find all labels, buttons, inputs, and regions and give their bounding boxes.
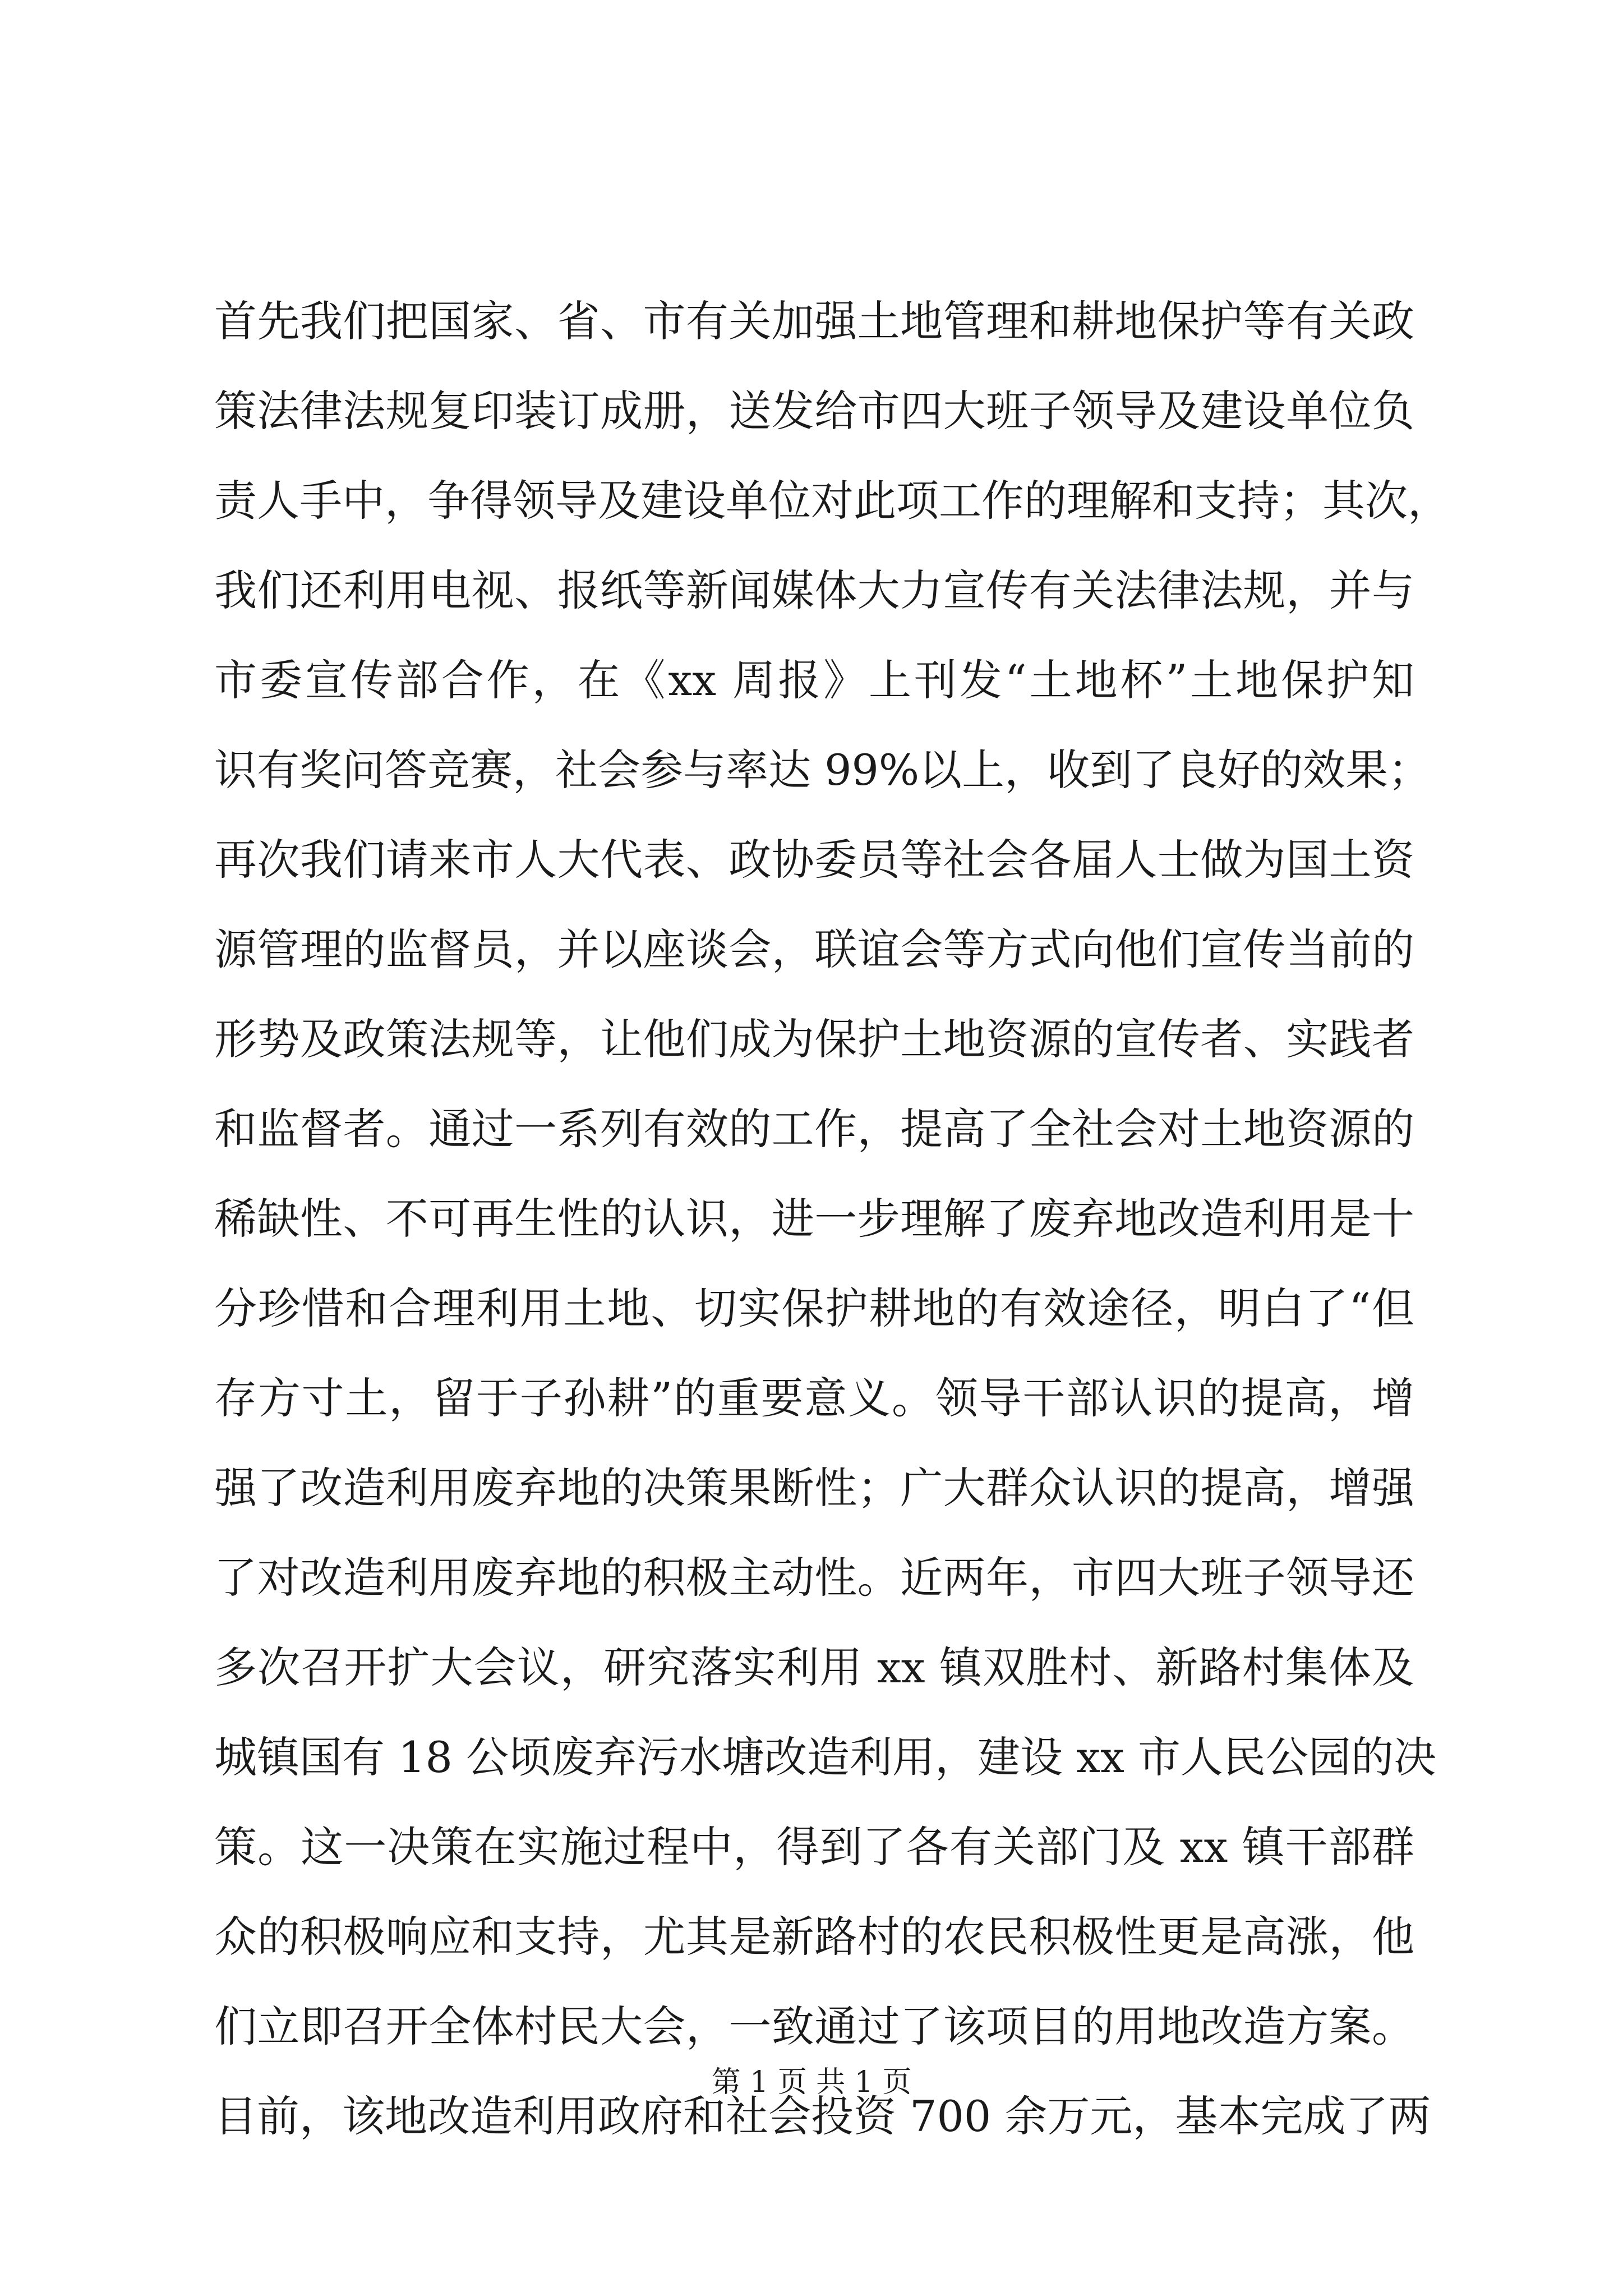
text-line: 和监督者。通过一系列有效的工作，提高了全社会对土地资源的 bbox=[214, 1104, 1414, 1154]
text-line: 目前，该地改造利用政府和社会投资 700 余万元，基本完成了两 bbox=[214, 2091, 1431, 2141]
text-line: 源管理的监督员，并以座谈会，联谊会等方式向他们宣传当前的 bbox=[214, 924, 1414, 974]
page-number-label: 第 1 页 共 1 页 bbox=[711, 2065, 912, 2099]
page-footer bbox=[0, 2060, 1623, 2105]
text-line: 存方寸土，留于子孙耕”的重要意义。领导干部认识的提高，增 bbox=[214, 1373, 1414, 1423]
text-line: 首先我们把国家、省、市有关加强土地管理和耕地保护等有关政 bbox=[214, 296, 1414, 346]
text-line: 了对改造利用废弃地的积极主动性。近两年，市四大班子领导还 bbox=[214, 1553, 1414, 1603]
text-line: 策法律法规复印装订成册，送发给市四大班子领导及建设单位负 bbox=[214, 386, 1414, 436]
text-line: 城镇国有 18 公顷废弃污水塘改造利用，建设 xx 市人民公园的决 bbox=[214, 1732, 1437, 1782]
text-line: 我们还利用电视、报纸等新闻媒体大力宣传有关法律法规，并与 bbox=[214, 565, 1414, 615]
text-line: 责人手中，争得领导及建设单位对此项工作的理解和支持；其次， bbox=[214, 476, 1450, 526]
text-line: 稀缺性、不可再生性的认识，进一步理解了废弃地改造利用是十 bbox=[214, 1194, 1414, 1244]
body-paragraph bbox=[214, 277, 1450, 2161]
text-line: 分珍惜和合理利用土地、切实保护耕地的有效途径，明白了“但 bbox=[214, 1283, 1414, 1333]
text-line: 们立即召开全体村民大会，一致通过了该项目的用地改造方案。 bbox=[214, 2001, 1414, 2051]
text-line: 众的积极响应和支持，尤其是新路村的农民积极性更是高涨，他 bbox=[214, 1912, 1414, 1962]
text-line: 识有奖问答竞赛，社会参与率达 99%以上，收到了良好的效果； bbox=[214, 745, 1431, 795]
text-line: 多次召开扩大会议，研究落实利用 xx 镇双胜村、新路村集体及 bbox=[214, 1642, 1414, 1692]
text-line: 强了改造利用废弃地的决策果断性；广大群众认识的提高，增强 bbox=[214, 1463, 1414, 1513]
text-line: 策。这一决策在实施过程中，得到了各有关部门及 xx 镇干部群 bbox=[214, 1822, 1414, 1872]
text-line: 形势及政策法规等，让他们成为保护土地资源的宣传者、实践者 bbox=[214, 1014, 1414, 1064]
text-line: 市委宣传部合作，在《xx 周报》上刊发“土地杯”土地保护知 bbox=[214, 655, 1414, 705]
text-line: 再次我们请来市人大代表、政协委员等社会各届人士做为国土资 bbox=[214, 835, 1414, 885]
